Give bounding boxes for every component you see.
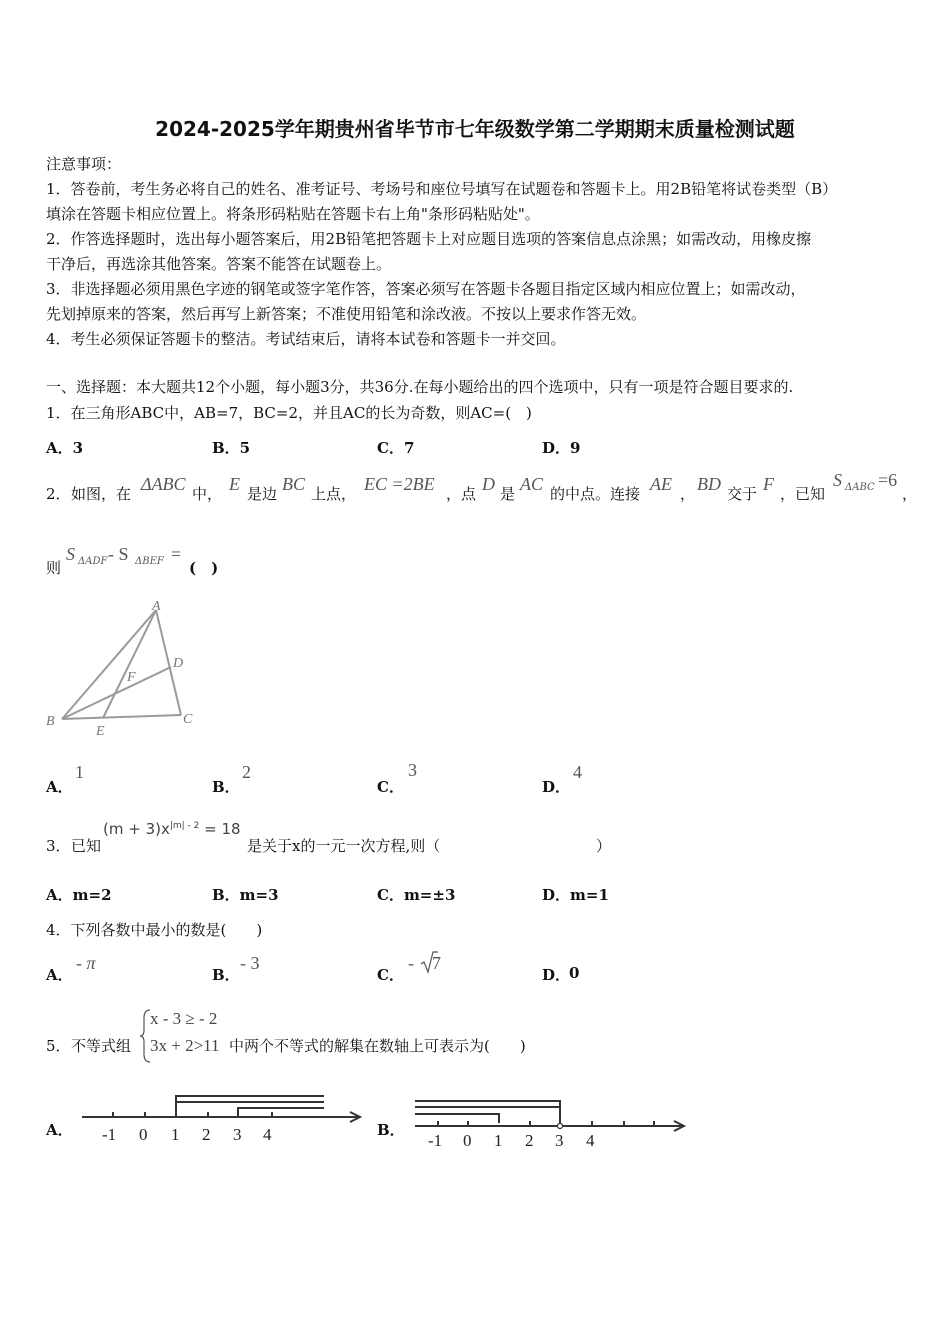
q1-option-d: D．9 bbox=[542, 439, 581, 457]
page-title: 2024-2025学年期贵州省毕节市七年级数学第二学期期末质量检测试题 bbox=[155, 117, 795, 141]
tick-label: 1 bbox=[171, 1125, 180, 1144]
label-b: B bbox=[46, 714, 55, 729]
segment-bd bbox=[62, 667, 171, 719]
q2-text: 是边 bbox=[247, 485, 278, 503]
label-c: C bbox=[183, 712, 193, 727]
q2-option-a: A． bbox=[46, 778, 73, 796]
q2-option-c: C． bbox=[377, 778, 404, 796]
q2-answer-paren: ( ) bbox=[189, 559, 219, 577]
label-f: F bbox=[127, 670, 136, 685]
label-d: D bbox=[173, 656, 184, 671]
q5-text: 中两个不等式的解集在数轴上可表示为( ) bbox=[229, 1037, 526, 1055]
q2-text: ， bbox=[902, 485, 918, 503]
q2-math-minus: - S bbox=[108, 544, 129, 564]
q4-option-b: B． bbox=[212, 966, 240, 984]
tick-label: 3 bbox=[555, 1131, 564, 1150]
q2-math-e: E bbox=[229, 474, 240, 494]
q4-option-d-value: 0 bbox=[569, 964, 580, 982]
solution-ray-1 bbox=[176, 1096, 324, 1117]
open-point bbox=[558, 1124, 563, 1129]
q2-text: ，已知 bbox=[780, 485, 826, 503]
q2-text: ， bbox=[680, 485, 696, 503]
q3-text: 已知 bbox=[71, 837, 102, 855]
q4-option-a: A． bbox=[46, 966, 73, 984]
tick-label: 0 bbox=[139, 1125, 148, 1144]
q3-formula-base: (m + 3)x bbox=[103, 820, 170, 838]
triangle-lines bbox=[62, 610, 184, 719]
solution-ray-2 bbox=[238, 1108, 324, 1117]
q2-math-eq: = bbox=[171, 544, 182, 564]
q3-text: 是关于x的一元一次方程,则（ bbox=[247, 837, 441, 855]
tick-label: 0 bbox=[463, 1131, 472, 1150]
q3-formula bbox=[103, 820, 241, 838]
notice-line: 1．答卷前，考生务必将自己的姓名、准考证号、考场号和座位号填写在试题卷和答题卡上。用2B铅笔将试卷类型（B） bbox=[46, 180, 838, 198]
notice-line: 先划掉原来的答案，然后再写上新答案；不准使用铅笔和涂改液。不按以上要求作答无效。 bbox=[46, 305, 647, 323]
q5-inequality-2: 3x + 2>11 bbox=[150, 1036, 220, 1055]
q2-text: 上点， bbox=[311, 485, 357, 503]
q3-formula-exp: |m| - 2 bbox=[169, 821, 200, 831]
q2-math-d: D bbox=[482, 474, 495, 494]
segment-ab bbox=[62, 610, 156, 719]
q2-text: 交于 bbox=[727, 485, 758, 503]
question-1-stem: 1．在三角形ABC中，AB=7，BC=2，并且AC的长为奇数，则AC=( ) bbox=[46, 404, 532, 422]
solution-ray-1 bbox=[415, 1101, 560, 1123]
q5-number: 5． bbox=[46, 1037, 71, 1055]
q4-option-b-value: - 3 bbox=[240, 953, 260, 973]
q2-math-eq6: =6 bbox=[878, 470, 898, 490]
q4-option-a-value: - π bbox=[76, 953, 96, 973]
q2-option-b: B． bbox=[212, 778, 240, 796]
triangle-figure bbox=[40, 595, 210, 740]
q4-option-d: D． bbox=[542, 966, 571, 984]
q1-option-a: A．3 bbox=[46, 439, 84, 457]
notice-heading: 注意事项： bbox=[46, 155, 122, 173]
q2-option-c-value: 3 bbox=[408, 760, 417, 780]
solution-ray-2 bbox=[415, 1114, 499, 1123]
q2-math-ac: AC bbox=[520, 474, 544, 494]
q2-math-s-sub: ΔABC bbox=[845, 482, 875, 493]
tick-label: -1 bbox=[102, 1125, 117, 1144]
question-4-stem: 4．下列各数中最小的数是( ) bbox=[46, 921, 263, 939]
q3-number: 3． bbox=[46, 837, 71, 855]
q4-option-c-minus: - bbox=[408, 953, 414, 973]
q2-math-s1-sub: ΔADF bbox=[78, 556, 108, 567]
q4-option-c-radicand: 7 bbox=[432, 953, 441, 973]
q3-text-close: ） bbox=[596, 837, 612, 855]
q2-math-s2-sub: ΔBEF bbox=[135, 556, 164, 567]
notice-line: 2．作答选择题时，选出每小题答案后，用2B铅笔把答题卡上对应题目选项的答案信息点涂黑；如需改动，用橡皮擦 bbox=[46, 230, 812, 248]
segment-bc bbox=[62, 715, 181, 719]
q2-math-ec: EC =2BE bbox=[364, 474, 435, 494]
q2-option-b-value: 2 bbox=[242, 762, 251, 782]
q5-text: 不等式组 bbox=[71, 1037, 132, 1055]
tick-label: 2 bbox=[525, 1131, 534, 1150]
q5-option-a: A． bbox=[46, 1121, 73, 1139]
q3-option-a: A．m=2 bbox=[46, 886, 112, 904]
q5-inequality-1: x - 3 ≥ - 2 bbox=[150, 1009, 218, 1028]
label-a: A bbox=[152, 599, 161, 614]
q3-formula-eq: = 18 bbox=[199, 820, 241, 838]
q2-text: 如图，在 bbox=[71, 485, 132, 503]
q2-math-abc: ΔABC bbox=[141, 474, 186, 494]
q1-option-c: C．7 bbox=[377, 439, 415, 457]
q3-option-b: B．m=3 bbox=[212, 886, 279, 904]
q2-math-ae: AE bbox=[650, 474, 672, 494]
q2-math-s1: S bbox=[66, 544, 75, 564]
section-heading: 一、选择题：本大题共12个小题，每小题3分，共36分.在每小题给出的四个选项中，只有一项是符合题目要求的. bbox=[46, 378, 794, 396]
q2-math-s: S bbox=[833, 470, 842, 490]
q3-option-d: D．m=1 bbox=[542, 886, 609, 904]
q2-math-f: F bbox=[763, 474, 774, 494]
q2-option-d: D． bbox=[542, 778, 571, 796]
tick-label: 4 bbox=[586, 1131, 595, 1150]
q2-number: 2． bbox=[46, 485, 71, 503]
notice-line: 干净后，再选涂其他答案。答案不能答在试题卷上。 bbox=[46, 255, 392, 273]
q4-option-c: C． bbox=[377, 966, 404, 984]
q2-text: 是 bbox=[500, 485, 516, 503]
q2-option-a-value: 1 bbox=[75, 762, 84, 782]
segment-ae bbox=[103, 610, 156, 718]
tick-label: 4 bbox=[263, 1125, 272, 1144]
q2-math-bc: BC bbox=[282, 474, 306, 494]
q2-text: 中， bbox=[192, 485, 223, 503]
q3-option-c: C．m=±3 bbox=[377, 886, 456, 904]
q2-math-bd: BD bbox=[697, 474, 721, 494]
tick-label: 2 bbox=[202, 1125, 211, 1144]
notice-line: 3．非选择题必须用黑色字迹的钢笔或签字笔作答，答案必须写在答题卡各题目指定区域内相应位置上；如需改动， bbox=[46, 280, 806, 298]
number-line-a bbox=[80, 1090, 365, 1150]
tick-label: 1 bbox=[494, 1131, 503, 1150]
tick-label: -1 bbox=[428, 1131, 443, 1150]
q1-option-b: B．5 bbox=[212, 439, 251, 457]
q2-text: 的中点。连接 bbox=[550, 485, 641, 503]
tick-label: 3 bbox=[233, 1125, 242, 1144]
q2-option-d-value: 4 bbox=[573, 762, 582, 782]
q2-text: ，点 bbox=[446, 485, 477, 503]
notice-line: 4．考生必须保证答题卡的整洁。考试结束后，请将本试卷和答题卡一并交回。 bbox=[46, 330, 566, 348]
number-line-b bbox=[410, 1092, 690, 1152]
q5-option-b: B． bbox=[377, 1121, 405, 1139]
label-e: E bbox=[96, 724, 105, 739]
notice-line: 填涂在答题卡相应位置上。将条形码粘贴在答题卡右上角"条形码粘贴处"。 bbox=[46, 205, 540, 223]
q2-then: 则 bbox=[46, 559, 62, 577]
